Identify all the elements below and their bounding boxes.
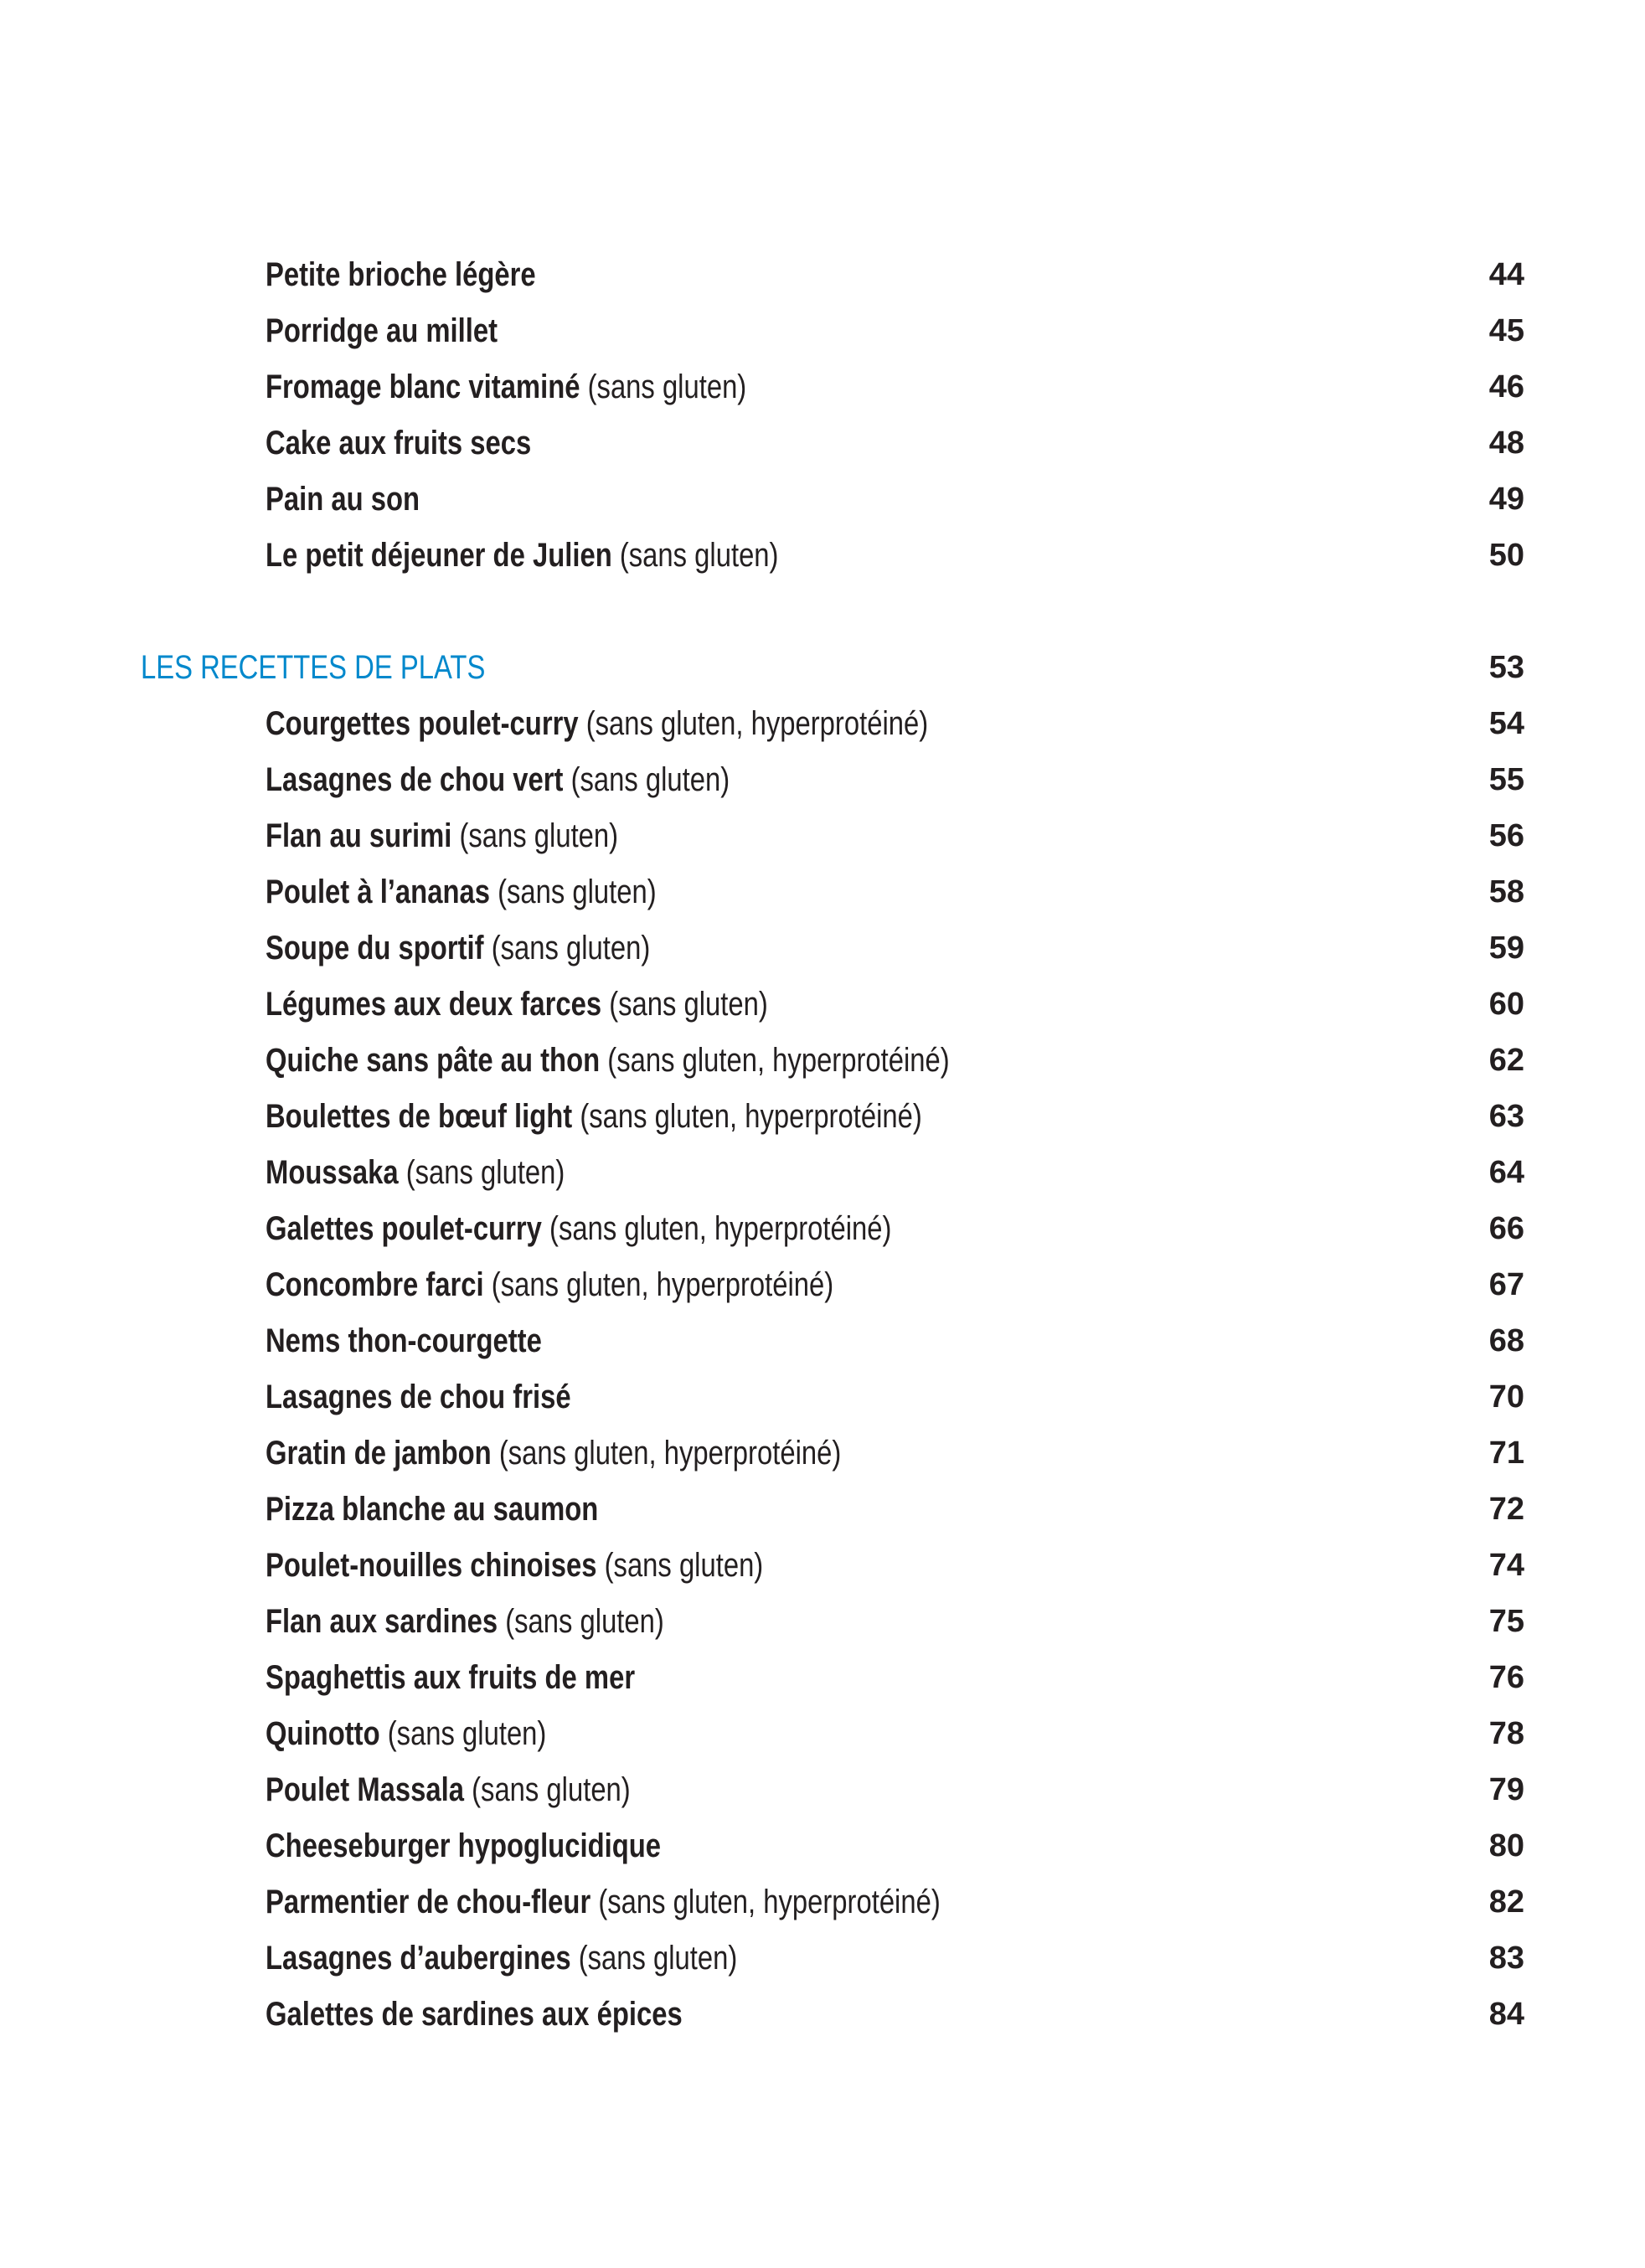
entry-title bbox=[266, 1492, 598, 1526]
entry-title bbox=[266, 1997, 683, 2031]
toc-entry bbox=[0, 516, 1645, 572]
page-number: 83 bbox=[1488, 1941, 1524, 1976]
page-number: 55 bbox=[1488, 762, 1524, 797]
entry-title bbox=[266, 1324, 542, 1358]
recipe-note: (sans gluten) bbox=[604, 1547, 764, 1584]
toc-entry bbox=[0, 684, 1645, 740]
toc-entry bbox=[0, 965, 1645, 1021]
recipe-note: (sans gluten, hyperprotéiné) bbox=[549, 1210, 892, 1247]
recipe-name: Pain au son bbox=[266, 481, 420, 518]
entry-title bbox=[266, 931, 650, 965]
page-number: 58 bbox=[1488, 874, 1524, 910]
entry-title bbox=[266, 258, 536, 291]
toc-entry bbox=[0, 1750, 1645, 1807]
recipe-note: (sans gluten) bbox=[587, 369, 747, 405]
recipe-name: Galettes de sardines aux épices bbox=[266, 1996, 683, 2033]
toc-entry bbox=[0, 1694, 1645, 1750]
recipe-name: Soupe du sportif bbox=[266, 930, 484, 966]
page-number: 68 bbox=[1488, 1323, 1524, 1358]
recipe-name: Parmentier de chou-fleur bbox=[266, 1884, 591, 1920]
recipe-name: Galettes poulet-curry bbox=[266, 1210, 542, 1247]
page-number: 82 bbox=[1488, 1884, 1524, 1920]
recipe-note: (sans gluten) bbox=[491, 930, 651, 966]
page-number: 71 bbox=[1488, 1436, 1524, 1471]
recipe-name: Courgettes poulet-curry bbox=[266, 705, 579, 742]
toc-entry bbox=[0, 1414, 1645, 1470]
page-number: 72 bbox=[1488, 1492, 1524, 1527]
toc-entry bbox=[0, 740, 1645, 796]
toc-entry bbox=[0, 404, 1645, 460]
recipe-name: Cheeseburger hypoglucidique bbox=[266, 1827, 662, 1864]
recipe-name: Fromage blanc vitaminé bbox=[266, 369, 580, 405]
page-number: 50 bbox=[1488, 538, 1524, 573]
toc-entry bbox=[0, 460, 1645, 516]
page-number: 45 bbox=[1488, 313, 1524, 348]
recipe-note: (sans gluten, hyperprotéiné) bbox=[580, 1098, 922, 1135]
recipe-name: Petite brioche légère bbox=[266, 256, 536, 293]
recipe-name: Spaghettis aux fruits de mer bbox=[266, 1659, 636, 1696]
toc-entry bbox=[0, 291, 1645, 348]
recipe-note: (sans gluten) bbox=[498, 874, 657, 910]
toc-entry bbox=[0, 1863, 1645, 1919]
toc-entry bbox=[0, 1189, 1645, 1245]
toc-entry bbox=[0, 1807, 1645, 1863]
page-number: 74 bbox=[1488, 1548, 1524, 1583]
toc-entry bbox=[0, 235, 1645, 291]
entry-title bbox=[266, 1268, 833, 1302]
recipe-note: (sans gluten, hyperprotéiné) bbox=[607, 1042, 950, 1079]
toc-entry bbox=[0, 909, 1645, 965]
entry-title bbox=[266, 426, 531, 460]
page-number: 62 bbox=[1488, 1043, 1524, 1078]
entry-title bbox=[266, 875, 657, 909]
page-number: 70 bbox=[1488, 1379, 1524, 1415]
page-number: 75 bbox=[1488, 1604, 1524, 1639]
entry-title bbox=[266, 1380, 571, 1414]
entry-title bbox=[266, 987, 768, 1021]
recipe-name: Quiche sans pâte au thon bbox=[266, 1042, 601, 1079]
recipe-note: (sans gluten, hyperprotéiné) bbox=[498, 1435, 842, 1472]
entry-title bbox=[266, 1773, 631, 1807]
page-number: 64 bbox=[1488, 1155, 1524, 1190]
entry-title bbox=[266, 707, 928, 740]
entry-title bbox=[266, 370, 746, 404]
recipe-note: (sans gluten) bbox=[472, 1771, 631, 1808]
toc-entry bbox=[0, 348, 1645, 404]
page-number: 54 bbox=[1488, 706, 1524, 741]
page-number: 84 bbox=[1488, 1997, 1524, 2032]
toc-entry bbox=[0, 1975, 1645, 2031]
recipe-note: (sans gluten) bbox=[405, 1154, 565, 1191]
toc-entry bbox=[0, 1526, 1645, 1582]
entry-title bbox=[266, 482, 420, 516]
page-number: 46 bbox=[1488, 369, 1524, 405]
toc-entry bbox=[0, 796, 1645, 853]
recipe-note: (sans gluten, hyperprotéiné) bbox=[491, 1266, 834, 1303]
recipe-name: Moussaka bbox=[266, 1154, 399, 1191]
recipe-note: (sans gluten) bbox=[578, 1940, 738, 1977]
toc-entry bbox=[0, 1582, 1645, 1638]
recipe-name: Nems thon-courgette bbox=[266, 1322, 542, 1359]
recipe-note: (sans gluten) bbox=[459, 817, 619, 854]
recipe-note: (sans gluten, hyperprotéiné) bbox=[585, 705, 929, 742]
toc-entry bbox=[0, 1302, 1645, 1358]
toc-entry bbox=[0, 1470, 1645, 1526]
section-heading-row bbox=[0, 628, 1645, 684]
recipe-note: (sans gluten) bbox=[505, 1603, 664, 1640]
entry-title bbox=[266, 1436, 841, 1470]
recipe-name: Poulet Massala bbox=[266, 1771, 464, 1808]
page-number: 63 bbox=[1488, 1099, 1524, 1134]
page-number: 79 bbox=[1488, 1772, 1524, 1807]
page-number: 78 bbox=[1488, 1716, 1524, 1751]
page-number: 49 bbox=[1488, 482, 1524, 517]
page-number: 60 bbox=[1488, 987, 1524, 1022]
toc-entry bbox=[0, 1021, 1645, 1077]
entry-title bbox=[266, 1100, 922, 1133]
page-number: 59 bbox=[1488, 930, 1524, 966]
recipe-note: (sans gluten) bbox=[619, 537, 779, 574]
recipe-name: Concombre farci bbox=[266, 1266, 484, 1303]
recipe-name: Porridge au millet bbox=[266, 312, 498, 349]
recipe-note: (sans gluten, hyperprotéiné) bbox=[598, 1884, 941, 1920]
recipe-name: Flan au surimi bbox=[266, 817, 452, 854]
recipe-name: Poulet-nouilles chinoises bbox=[266, 1547, 597, 1584]
recipe-note: (sans gluten) bbox=[387, 1715, 547, 1752]
toc-entry bbox=[0, 1077, 1645, 1133]
page-number: 44 bbox=[1488, 257, 1524, 292]
page-number: 67 bbox=[1488, 1267, 1524, 1302]
page-number: 80 bbox=[1488, 1828, 1524, 1863]
page-number: 66 bbox=[1488, 1211, 1524, 1246]
toc-entry bbox=[0, 1133, 1645, 1189]
section-page-number: 53 bbox=[1488, 650, 1524, 685]
recipe-name: Gratin de jambon bbox=[266, 1435, 492, 1472]
entry-title bbox=[266, 1829, 661, 1863]
recipe-name: Le petit déjeuner de Julien bbox=[266, 537, 612, 574]
entry-title bbox=[266, 1941, 737, 1975]
recipe-note: (sans gluten) bbox=[570, 761, 730, 798]
entry-title bbox=[266, 539, 778, 572]
entry-title bbox=[266, 1605, 664, 1638]
recipe-name: Poulet à l’ananas bbox=[266, 874, 490, 910]
entry-title bbox=[266, 314, 498, 348]
entry-title bbox=[266, 819, 618, 853]
recipe-name: Légumes aux deux farces bbox=[266, 986, 602, 1023]
toc-entry bbox=[0, 1245, 1645, 1302]
recipe-name: Quinotto bbox=[266, 1715, 380, 1752]
entry-title bbox=[266, 1044, 950, 1077]
recipe-name: Lasagnes de chou frisé bbox=[266, 1379, 571, 1415]
recipe-name: Lasagnes de chou vert bbox=[266, 761, 564, 798]
recipe-note: (sans gluten) bbox=[609, 986, 768, 1023]
entry-title bbox=[266, 1212, 891, 1245]
recipe-name: Boulettes de bœuf light bbox=[266, 1098, 573, 1135]
toc-entry bbox=[0, 1358, 1645, 1414]
page-number: 48 bbox=[1488, 425, 1524, 461]
recipe-name: Cake aux fruits secs bbox=[266, 425, 532, 461]
entry-title bbox=[266, 1661, 635, 1694]
recipe-name: Flan aux sardines bbox=[266, 1603, 498, 1640]
entry-title bbox=[266, 1156, 565, 1189]
recipe-name: Lasagnes d’aubergines bbox=[266, 1940, 571, 1977]
entry-title bbox=[266, 1885, 941, 1919]
entry-title bbox=[266, 1549, 763, 1582]
toc-entry bbox=[0, 853, 1645, 909]
page-number: 76 bbox=[1488, 1660, 1524, 1695]
recipe-name: Pizza blanche au saumon bbox=[266, 1491, 599, 1528]
toc-entry bbox=[0, 1638, 1645, 1694]
page-number: 56 bbox=[1488, 818, 1524, 853]
entry-title bbox=[266, 1717, 546, 1750]
toc-entry bbox=[0, 1919, 1645, 1975]
section-title: LES RECETTES DE PLATS bbox=[141, 649, 486, 686]
entry-title bbox=[266, 763, 730, 796]
